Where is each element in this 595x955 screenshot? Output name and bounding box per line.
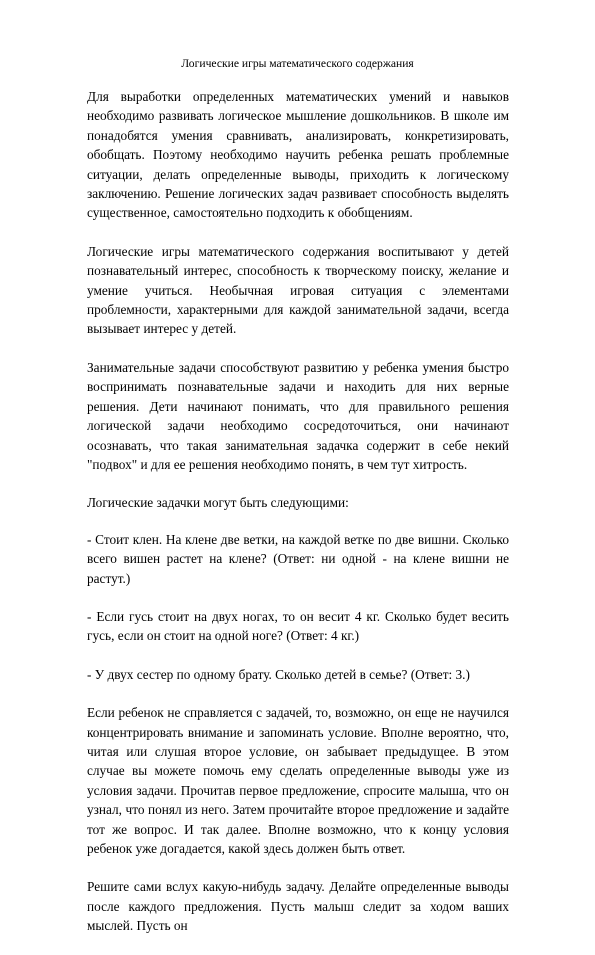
paragraph-example-maple: - Стоит клен. На клене две ветки, на каждой ветке по две вишни. Сколько всего вишен растет на клене? (Ответ: ни одной - на клене вишни не растут.) <box>87 531 509 586</box>
document-body <box>87 87 509 955</box>
paragraph-solve-aloud: Решите сами вслух какую-нибудь задачу. Делайте определенные выводы после каждого предложения. Пусть малыш следит за ходом ваших мыслей. Пусть он <box>87 879 509 934</box>
paragraph-example-goose: - Если гусь стоит на двух ногах, то он весит 4 кг. Сколько будет весить гусь, если он стоит на одной ноге? (Ответ: 4 кг.) <box>87 608 509 644</box>
paragraph-advice: Если ребенок не справляется с задачей, то, возможно, он еще не научился концентрировать внимание и запоминать условие. Вполне вероятно, что, читая или слушая второе условие, он забывает предыдущее. В этом случае вы можете помочь ему сделать определенные выводы уже из условия задачи. Прочитав первое предложение, спросите малыша, что он узнал, что понял из него. Затем прочитайте второе предложение и задайте тот же вопрос. И так далее. Вполне возможно, что к концу условия ребенок уже догадается, какой здесь должен быть ответ. <box>87 705 509 856</box>
paragraph-games-interest: Логические игры математического содержания воспитывают у детей познавательный интерес, способность к творческому поиску, желание и умение учиться. Необычная игровая ситуация с элементами проблемности, характерными для каждой занимательной задачи, всегда вызывает интерес у детей. <box>87 243 509 337</box>
paragraph-entertaining-tasks: Занимательные задачи способствуют развитию у ребенка умения быстро воспринимать познавательные задачи и находить для них верные решения. Дети начинают понимать, что для правильного решения логической задачи необходимо сосредоточиться, они начинают осознавать, что такая занимательная задачка содержит в себе некий "подвох" и для ее решения необходимо понять, в чем тут хитрость. <box>87 359 509 472</box>
paragraph-example-sisters: - У двух сестер по одному брату. Сколько детей в семье? (Ответ: 3.) <box>87 666 470 682</box>
paragraph-examples-heading: Логические задачки могут быть следующими: <box>87 495 349 511</box>
document-title: Логические игры математического содержания <box>181 57 414 70</box>
paragraph-intro: Для выработки определенных математических умений и навыков необходимо развивать логическое мышление дошкольников. В школе им понадобятся умения сравнивать, анализировать, конкретизировать, обобщать. Поэтому необходимо научить ребенка решать проблемные ситуации, делать определенные выводы, приходить к логическому заключению. Решение логических задач развивает способность выделять существенное, самостоятельно подходить к обобщениям. <box>87 89 509 221</box>
